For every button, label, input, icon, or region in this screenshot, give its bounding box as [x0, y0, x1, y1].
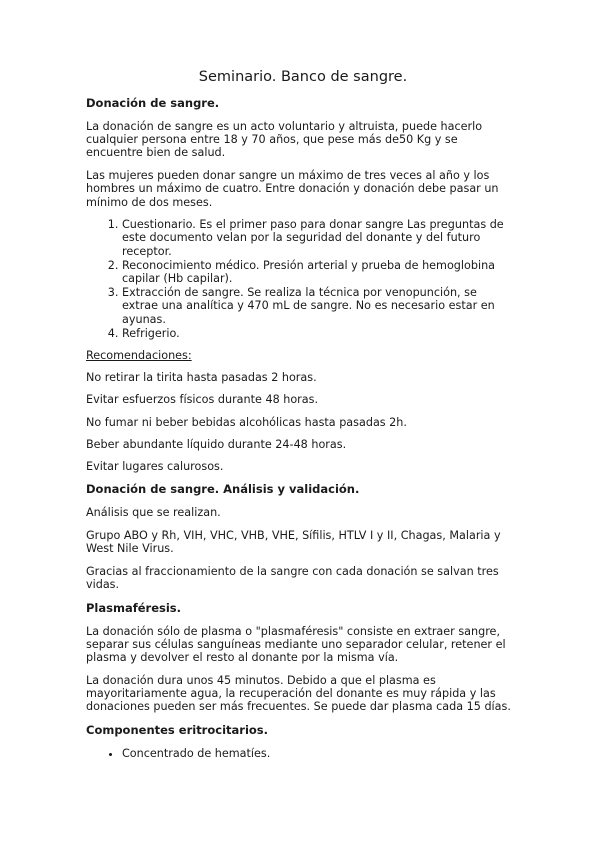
document-page [86, 68, 516, 769]
paragraph: La donación dura unos 45 minutos. Debido a que el plasma es mayoritariamente agua, la recuperación del donante es muy rápida y las donaciones pueden ser más frecuentes. Se puede dar plasma cada 15 días. [86, 673, 511, 714]
paragraph: Las mujeres pueden donar sangre un máximo de tres veces al año y los hombres un máximo de cuatro. Entre donación y donación debe pasar un mínimo de dos meses. [86, 169, 499, 209]
list-item: 1. Cuestionario. Es el primer paso para donar sangre Las preguntas de este documento velan por la seguridad del donante y del futuro receptor. [122, 218, 516, 258]
recommendation-item: No retirar la tirita hasta pasadas 2 horas. [86, 371, 317, 385]
section-heading-donacion: Donación de sangre. [86, 96, 220, 110]
recommendation-item: Evitar esfuerzos físicos durante 48 horas. [86, 393, 319, 407]
section-heading-analisis: Donación de sangre. Análisis y validación. [86, 482, 360, 497]
section-heading-componentes: Componentes eritrocitarios. [86, 723, 269, 737]
paragraph: La donación de sangre es un acto voluntario y altruista, puede hacerlo cualquier persona entre 18 y 70 años, que pese más de50 Kg y se encuentre bien de salud. [86, 120, 483, 160]
recommendation-item: No fumar ni beber bebidas alcohólicas hasta pasadas 2h. [86, 415, 407, 429]
paragraph: Gracias al fraccionamiento de la sangre con cada donación se salvan tres vidas. [86, 564, 499, 592]
list-item: 2. Reconocimiento médico. Presión arterial y prueba de hemoglobina capilar (Hb capilar). [122, 259, 516, 285]
paragraph: La donación sólo de plasma o "plasmaféresis" consiste en extraer sangre, separar sus células sanguíneas mediante uno separador celular, retener el plasma y devolver el resto al donante por la misma vía. [86, 624, 506, 665]
components-list [86, 747, 516, 760]
recommendations-label: Recomendaciones: [86, 349, 192, 363]
section-heading-plasmaferesis: Plasmaféresis. [86, 600, 181, 615]
list-item: • Concentrado de hematíes. [122, 747, 516, 760]
recommendation-item: Beber abundante líquido durante 24-48 horas. [86, 437, 347, 451]
document-title: Seminario. Banco de sangre. [198, 69, 408, 85]
paragraph: Grupo ABO y Rh, VIH, VHC, VHB, VHE, Sífilis, HTLV I y II, Chagas, Malaria y West Nile Virus. [86, 528, 501, 556]
donation-steps-list [86, 218, 516, 340]
list-item: 4. Refrigerio. [122, 327, 516, 340]
list-item: 3. Extracción de sangre. Se realiza la técnica por venopunción, se extrae una analítica y 470 mL de sangre. No es necesario estar en ayunas. [122, 286, 516, 326]
paragraph: Análisis que se realizan. [86, 506, 221, 520]
recommendation-item: Evitar lugares calurosos. [86, 460, 224, 474]
